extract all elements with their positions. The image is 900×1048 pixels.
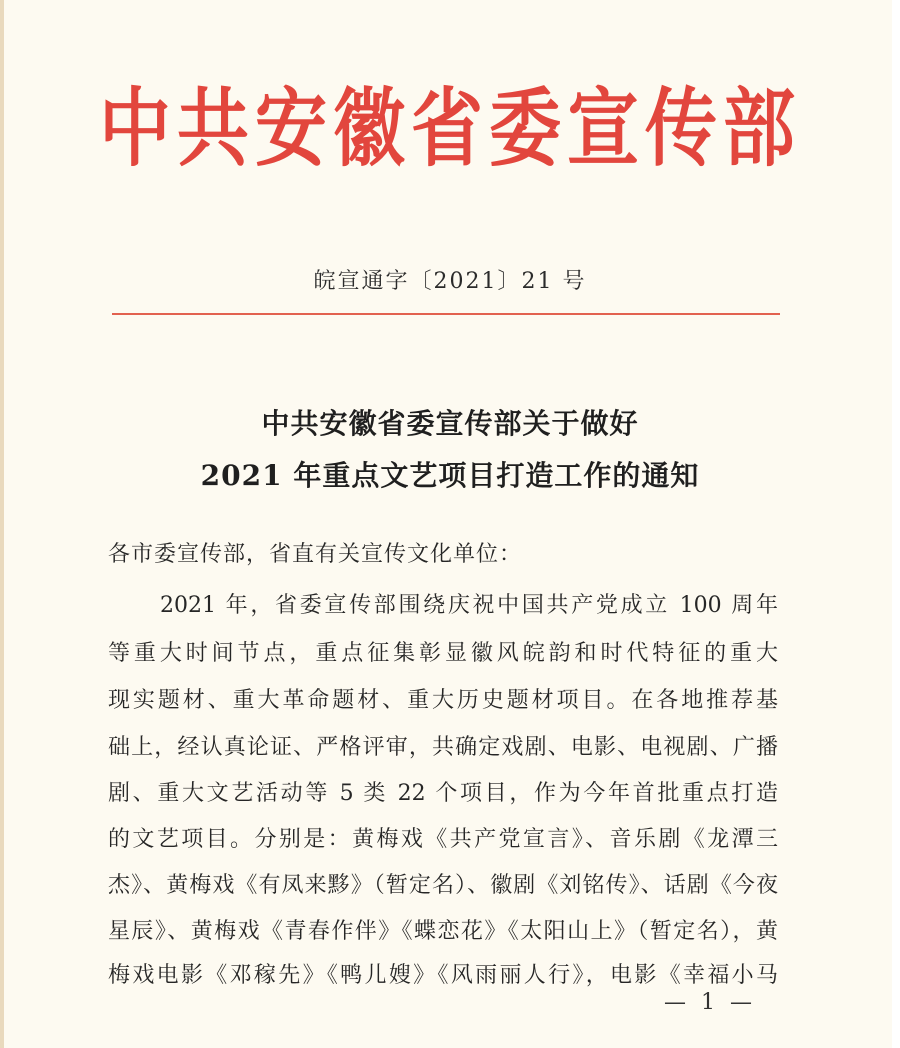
body-line: 的文艺项目。分别是：黄梅戏《共产党宣言》、音乐剧《龙潭三: [108, 827, 778, 852]
body-line: 2021 年，省委宣传部围绕庆祝中国共产党成立 100 周年: [160, 593, 778, 618]
notice-title-line-1: 中共安徽省委宣传部关于做好: [261, 407, 639, 440]
body-line: 础上，经认真论证、严格评审，共确定戏剧、电影、电视剧、广播: [108, 735, 778, 760]
salutation: 各市委宣传部，省直有关宣传文化单位：: [108, 542, 523, 567]
issuing-organization-header: 中共安徽省委宣传部: [98, 78, 801, 179]
body-line: 剧、重大文艺活动等 5 类 22 个项目，作为今年首批重点打造: [108, 781, 778, 806]
document-number: 皖宣通字〔2021〕21 号: [313, 269, 587, 294]
body-line: 等重大时间节点，重点征集彰显徽风皖韵和时代特征的重大: [108, 641, 778, 666]
red-separator-line: [112, 313, 780, 315]
body-line: 杰》、黄梅戏《有凤来黟》（暂定名）、徽剧《刘铭传》、话剧《今夜: [108, 873, 778, 898]
page-number: — 1 —: [664, 990, 756, 1015]
notice-title-line-2: 2021 年重点文艺项目打造工作的通知: [200, 459, 700, 492]
body-line: 现实题材、重大革命题材、重大历史题材项目。在各地推荐基: [108, 688, 778, 713]
body-line: 星辰》、黄梅戏《青春作伴》《蝶恋花》《太阳山上》（暂定名），黄: [108, 919, 778, 944]
body-line: 梅戏电影《邓稼先》《鸭儿嫂》《风雨丽人行》，电影《幸福小马: [108, 963, 778, 988]
